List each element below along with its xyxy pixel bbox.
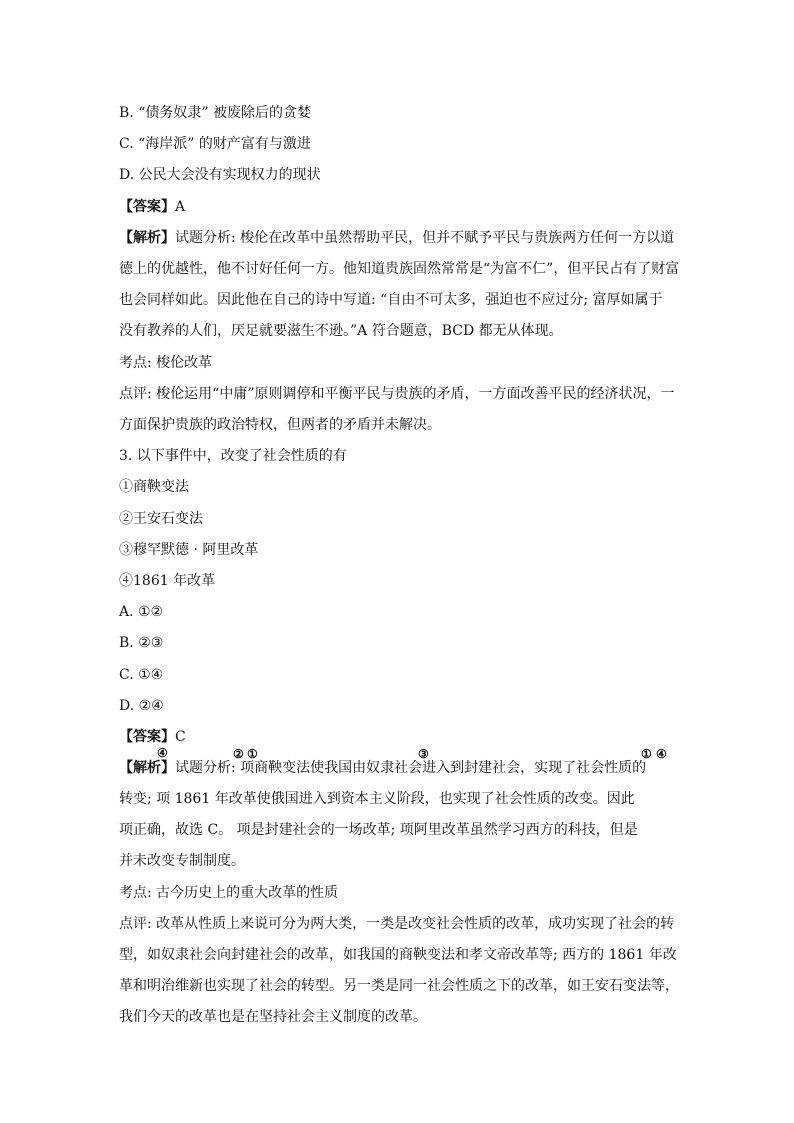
answer-label: 【答案】	[119, 729, 175, 745]
dianping-text: 点评: 改革从性质上来说可分为两大类，一类是改变社会性质的改革，成功实现了社会的转	[119, 916, 675, 932]
dianping-text: 型，如奴隶社会向封建社会的改革，如我国的商鞅变法和孝文帝改革等; 西方的 1861 年改	[119, 947, 677, 963]
question-stem: 3. 以下事件中，改变了社会性质的有	[119, 448, 347, 464]
answer-line	[119, 727, 186, 747]
list-item: ④1861 年改革	[119, 573, 216, 589]
circled-marker: ①	[641, 747, 652, 761]
kaodian: 考点: 梭伦改革	[119, 355, 213, 371]
answer-value: C	[175, 729, 186, 745]
dianping-text: 革和明治维新也实现了社会的转型。另一类是同一社会性质之下的改革，如王安石变法等，	[119, 978, 679, 994]
list-item: ①商鞅变法	[119, 479, 189, 495]
analysis-text: 转变; 项 1861 年改革使俄国进入到资本主义阶段，也实现了社会性质的改变。因此	[119, 791, 635, 807]
circled-marker: ④	[656, 747, 667, 761]
option-a: A. ①②	[119, 604, 164, 620]
analysis-text: 试题分析: 梭伦在改革中虽然帮助平民，但并不赋予平民与贵族两方任何一方以道	[175, 230, 675, 246]
option-c: C. ①④	[119, 667, 164, 683]
analysis-line	[119, 758, 646, 778]
dianping-text: 我们今天的改革也是在坚持社会主义制度的改革。	[119, 1009, 427, 1025]
analysis-text: 也会同样如此。因此他在自己的诗中写道: “自由不可太多，强迫也不应过分; 富厚如属于	[119, 292, 663, 308]
answer-line	[119, 197, 185, 217]
analysis-label: 【解析】	[119, 760, 175, 776]
dianping-text: 方面保护贵族的政治特权，但两者的矛盾并未解决。	[119, 417, 441, 433]
option-d: D. ②④	[119, 698, 164, 714]
circled-marker: ③	[418, 747, 429, 761]
option-b: B. “债务奴隶” 被废除后的贪婪	[119, 105, 311, 121]
option-c: C. “海岸派” 的财产富有与激进	[119, 136, 311, 152]
analysis-text: 德上的优越性，他不讨好任何一方。他知道贵族固然常常是“为富不仁”，但平民占有了财富	[119, 261, 680, 277]
analysis-text: 试题分析: 项商鞅变法使我国由奴隶社会进入到封建社会，实现了社会性质的	[175, 760, 647, 776]
option-b: B. ②③	[119, 635, 164, 651]
list-item: ②王安石变法	[119, 511, 203, 527]
list-item: ③穆罕默德 · 阿里改革	[119, 542, 259, 558]
circled-marker: ④	[157, 746, 168, 760]
analysis-line	[119, 228, 674, 248]
circled-marker: ①	[247, 747, 258, 761]
circled-marker: ②	[233, 747, 244, 761]
answer-label: 【答案】	[119, 199, 175, 215]
answer-value: A	[175, 199, 186, 215]
analysis-label: 【解析】	[119, 230, 175, 246]
option-d: D. 公民大会没有实现权力的现状	[119, 167, 321, 183]
analysis-text: 并未改变专制制度。	[119, 853, 245, 869]
analysis-text: 没有教养的人们，厌足就要滋生不逊。”A 符合题意，BCD 都无从体现。	[119, 323, 563, 339]
dianping-text: 点评: 梭伦运用“中庸”原则调停和平衡平民与贵族的矛盾，一方面改善平民的经济状况，一	[119, 386, 675, 402]
kaodian: 考点: 古今历史上的重大改革的性质	[119, 885, 339, 901]
analysis-text: 项正确，故选 C。 项是封建社会的一场改革; 项阿里改革虽然学习西方的科技，但是	[119, 822, 638, 838]
